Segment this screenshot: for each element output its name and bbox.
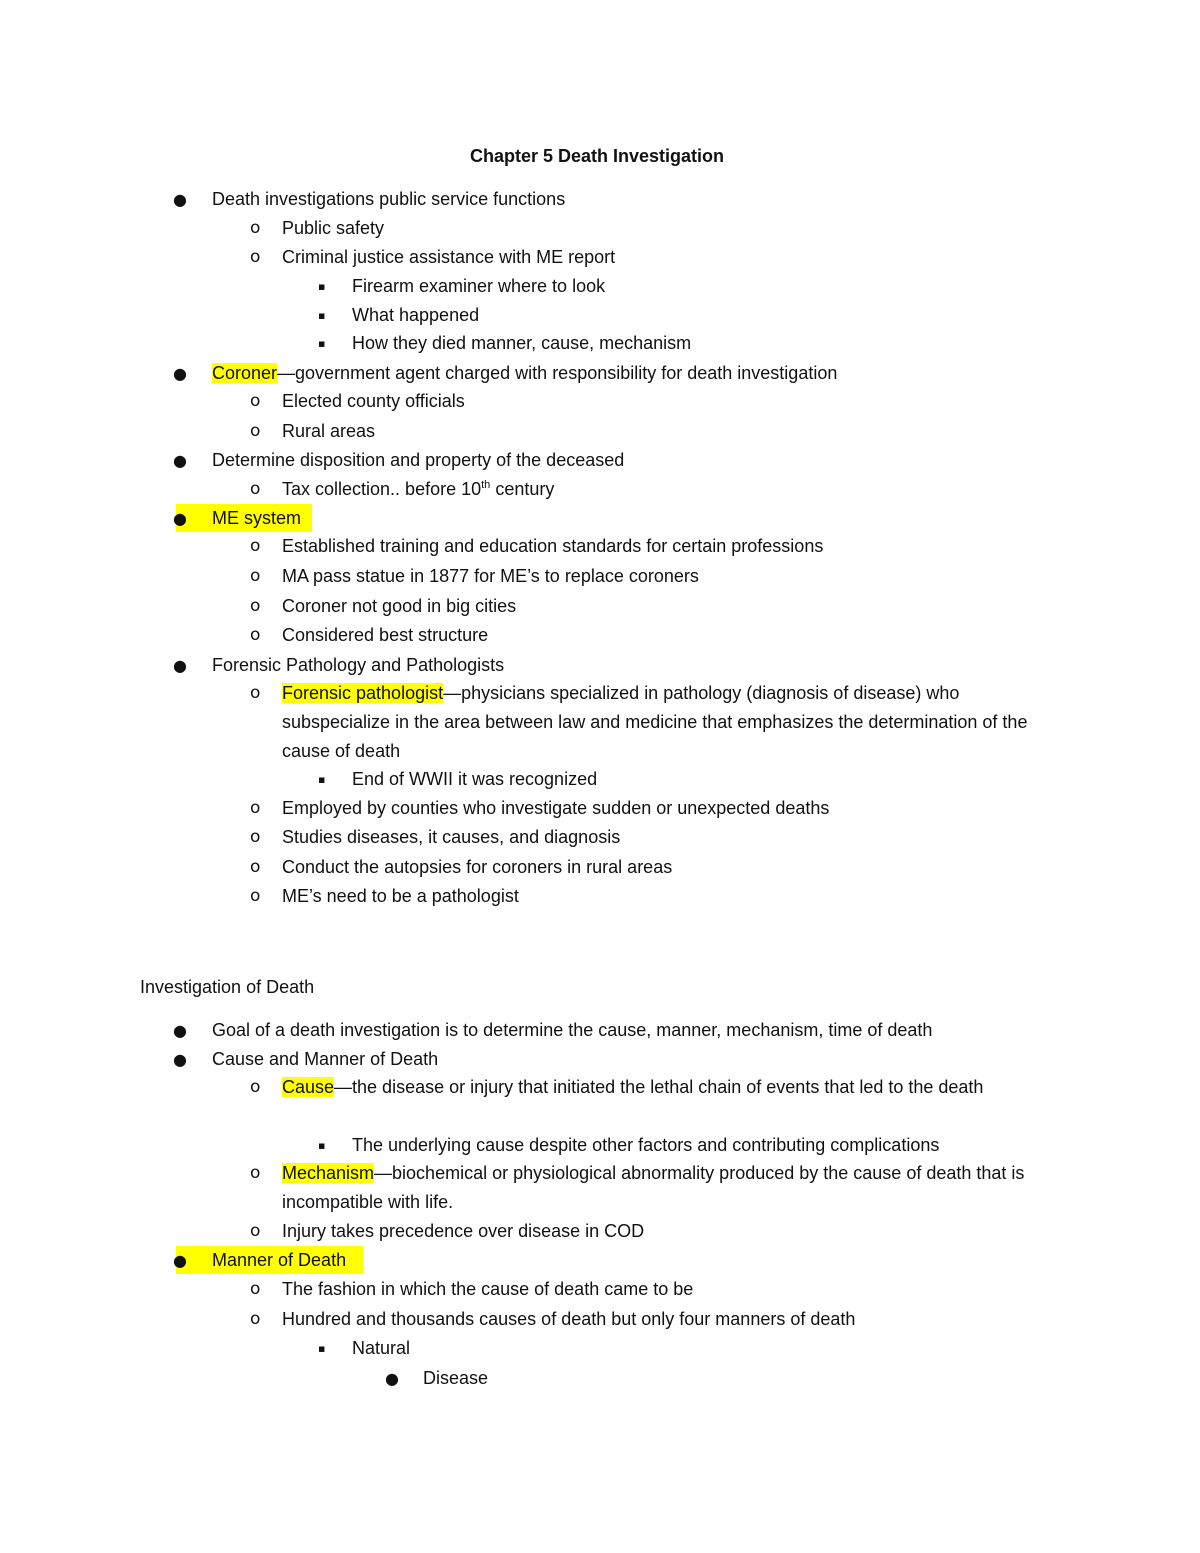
bullet-icon: o (250, 827, 261, 847)
list-item: Established training and education standards for certain professions (282, 536, 824, 556)
bullet-icon: ● (173, 1251, 187, 1270)
bullet-icon: o (250, 536, 261, 556)
list-item: Public safety (282, 218, 385, 238)
list-item (212, 359, 837, 388)
list-item: Coroner not good in big cities (282, 596, 517, 616)
page-title: Chapter 5 Death Investigation (469, 146, 725, 166)
list-item: Disease (423, 1368, 489, 1388)
bullet-icon: ● (173, 509, 187, 528)
list-item: MA pass statue in 1877 for ME’s to replace coroners (282, 566, 699, 586)
highlighted-term: Forensic pathologist (282, 683, 444, 703)
bullet-icon: o (250, 1077, 261, 1097)
superscript: th (481, 479, 491, 491)
bullet-icon: o (250, 1221, 261, 1241)
bullet-icon: o (250, 566, 261, 586)
list-item: The underlying cause despite other factors and contributing complications (352, 1135, 940, 1155)
bullet-icon: o (250, 1309, 261, 1329)
list-item: The fashion in which the cause of death came to be (282, 1279, 694, 1299)
bullet-icon: ▪ (318, 1342, 326, 1355)
list-item: Injury takes precedence over disease in COD (282, 1221, 645, 1241)
highlighted-term: Coroner (212, 363, 278, 383)
bullet-icon: o (250, 625, 261, 645)
list-item: Firearm examiner where to look (352, 276, 606, 296)
list-item: Rural areas (282, 421, 376, 441)
list-item: Studies diseases, it causes, and diagnosis (282, 827, 621, 847)
highlighted-term: Mechanism (282, 1163, 375, 1183)
section-heading: Investigation of Death (140, 977, 315, 997)
list-item: Natural (352, 1338, 411, 1358)
bullet-icon: o (250, 479, 261, 499)
definition-text: —biochemical or physiological abnormality produced by the cause of death that is incompatible with life. (282, 1163, 1025, 1212)
list-item: Death investigations public service functions (212, 189, 566, 209)
definition-text: —the disease or injury that initiated the lethal chain of events that led to the death (334, 1077, 984, 1097)
bullet-icon: o (250, 247, 261, 267)
bullet-icon: ▪ (318, 773, 326, 786)
list-item: End of WWII it was recognized (352, 769, 598, 789)
list-item: Manner of Death (212, 1250, 347, 1270)
bullet-icon: o (250, 886, 261, 906)
list-item (282, 679, 1054, 766)
bullet-icon: ● (173, 190, 187, 209)
bullet-icon: ● (173, 451, 187, 470)
list-item (282, 475, 554, 504)
bullet-icon: o (250, 596, 261, 616)
bullet-icon: ▪ (318, 309, 326, 322)
highlighted-term: Cause (282, 1077, 335, 1097)
bullet-icon: ● (173, 364, 187, 383)
list-item: Hundred and thousands causes of death but only four manners of death (282, 1309, 856, 1329)
bullet-icon: ● (385, 1369, 399, 1388)
bullet-icon: o (250, 683, 261, 703)
bullet-icon: o (250, 1279, 261, 1299)
definition-text: —government agent charged with responsibility for death investigation (277, 363, 838, 383)
bullet-icon: ● (173, 1050, 187, 1069)
list-item: ME’s need to be a pathologist (282, 886, 519, 906)
list-item: Criminal justice assistance with ME report (282, 247, 616, 267)
bullet-icon: ▪ (318, 1139, 326, 1152)
bullet-icon: ● (173, 656, 187, 675)
list-item: Determine disposition and property of the deceased (212, 450, 625, 470)
list-item: Conduct the autopsies for coroners in rural areas (282, 857, 673, 877)
bullet-icon: ▪ (318, 280, 326, 293)
bullet-icon: o (250, 218, 261, 238)
bullet-icon: o (250, 1163, 261, 1183)
list-item (282, 1159, 1052, 1217)
list-item: What happened (352, 305, 480, 325)
bullet-icon: ● (173, 1021, 187, 1040)
list-item: Considered best structure (282, 625, 489, 645)
list-item: ME system (212, 508, 302, 528)
list-item: Goal of a death investigation is to determine the cause, manner, mechanism, time of death (212, 1020, 933, 1040)
list-item: Elected county officials (282, 391, 465, 411)
item-text: Tax collection.. before 10 (282, 479, 482, 499)
list-item: How they died manner, cause, mechanism (352, 333, 692, 353)
bullet-icon: ▪ (318, 337, 326, 350)
bullet-icon: o (250, 857, 261, 877)
definition-text: —physicians specialized in pathology (diagnosis of disease) who subspecialize in the area between law and medicine that emphasizes the determination of the cause of death (282, 683, 1028, 761)
bullet-icon: o (250, 421, 261, 441)
list-item: Forensic Pathology and Pathologists (212, 655, 505, 675)
bullet-icon: o (250, 798, 261, 818)
list-item: Employed by counties who investigate sudden or unexpected deaths (282, 798, 830, 818)
item-text: century (490, 479, 555, 499)
list-item (282, 1073, 1022, 1102)
bullet-icon: o (250, 391, 261, 411)
list-item: Cause and Manner of Death (212, 1049, 439, 1069)
